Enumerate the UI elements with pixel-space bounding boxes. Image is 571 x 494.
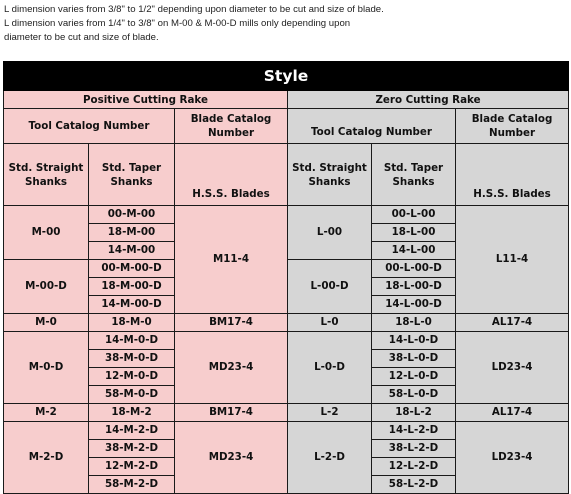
pos-taper-cell: 58-M-2-D [89,476,175,494]
zero-rake-header: Zero Cutting Rake [288,91,569,109]
pos-blade-catalog-header: Blade Catalog Number [175,109,288,144]
zero-straight-cell: L-2-D [288,422,372,494]
note-line-2: L dimension varies from 1/4" to 3/8" on M-00 & M-00-D mills only depending upon [4,18,351,30]
zero-straight-cell: L-00 [288,206,372,260]
note-line-3: diameter to be cut and size of blade. [4,32,159,44]
zero-blade-cell: L11-4 [456,206,569,314]
pos-taper-cell: 38-M-2-D [89,440,175,458]
pos-taper-cell: 00-M-00-D [89,260,175,278]
pos-taper-cell: 18-M-0 [89,314,175,332]
zero-straight-cell: L-0-D [288,332,372,404]
table-row [4,404,569,422]
pos-blade-cell: BM17-4 [175,404,288,422]
pos-taper-cell: 00-M-00 [89,206,175,224]
pos-blade-cell: M11-4 [175,206,288,314]
zero-taper-cell: 00-L-00-D [372,260,456,278]
table-title: Style [4,62,569,91]
zero-taper-cell: 18-L-2 [372,404,456,422]
style-table [3,61,569,494]
zero-blade-catalog-header: Blade Catalog Number [456,109,569,144]
zero-straight-cell: L-0 [288,314,372,332]
zero-taper-cell: 18-L-0 [372,314,456,332]
zero-taper-cell: 00-L-00 [372,206,456,224]
pos-straight-cell: M-00 [4,206,89,260]
pos-taper-cell: 18-M-2 [89,404,175,422]
pos-straight-cell: M-0-D [4,332,89,404]
zero-blade-cell: AL17-4 [456,404,569,422]
zero-taper-header: Std. Taper Shanks [372,144,456,206]
zero-straight-header: Std. Straight Shanks [288,144,372,206]
zero-taper-cell: 12-L-2-D [372,458,456,476]
pos-blade-cell: MD23-4 [175,422,288,494]
pos-straight-cell: M-0 [4,314,89,332]
zero-taper-cell: 58-L-0-D [372,386,456,404]
table-row [4,422,569,440]
zero-taper-cell: 18-L-00-D [372,278,456,296]
pos-taper-cell: 18-M-00 [89,224,175,242]
pos-taper-cell: 38-M-0-D [89,350,175,368]
notes [4,3,564,46]
pos-taper-cell: 14-M-0-D [89,332,175,350]
zero-taper-cell: 38-L-0-D [372,350,456,368]
zero-taper-cell: 58-L-2-D [372,476,456,494]
pos-taper-header: Std. Taper Shanks [89,144,175,206]
table-row [4,206,569,224]
zero-taper-cell: 14-L-2-D [372,422,456,440]
pos-blades-header: H.S.S. Blades [175,144,288,206]
pos-taper-cell: 14-M-2-D [89,422,175,440]
zero-taper-cell: 38-L-2-D [372,440,456,458]
zero-taper-cell: 14-L-0-D [372,332,456,350]
pos-straight-cell: M-2-D [4,422,89,494]
pos-tool-catalog-header: Tool Catalog Number [4,109,175,144]
note-line-1: L dimension varies from 3/8" to 1/2" depending upon diameter to be cut and size of blade. [4,4,384,15]
pos-straight-cell: M-00-D [4,260,89,314]
zero-blades-header: H.S.S. Blades [456,144,569,206]
table-row [4,314,569,332]
positive-rake-header: Positive Cutting Rake [4,91,288,109]
zero-taper-cell: 14-L-00 [372,242,456,260]
pos-taper-cell: 14-M-00 [89,242,175,260]
zero-blade-cell: AL17-4 [456,314,569,332]
zero-straight-cell: L-2 [288,404,372,422]
zero-tool-catalog-header: Tool Catalog Number [288,109,456,144]
pos-taper-cell: 12-M-2-D [89,458,175,476]
table-row [4,332,569,350]
zero-straight-cell: L-00-D [288,260,372,314]
pos-taper-cell: 18-M-00-D [89,278,175,296]
pos-blade-cell: MD23-4 [175,332,288,404]
zero-taper-cell: 14-L-00-D [372,296,456,314]
pos-straight-cell: M-2 [4,404,89,422]
pos-taper-cell: 12-M-0-D [89,368,175,386]
zero-taper-cell: 18-L-00 [372,224,456,242]
pos-taper-cell: 14-M-00-D [89,296,175,314]
pos-straight-header: Std. Straight Shanks [4,144,89,206]
zero-taper-cell: 12-L-0-D [372,368,456,386]
zero-blade-cell: LD23-4 [456,422,569,494]
zero-blade-cell: LD23-4 [456,332,569,404]
pos-blade-cell: BM17-4 [175,314,288,332]
pos-taper-cell: 58-M-0-D [89,386,175,404]
